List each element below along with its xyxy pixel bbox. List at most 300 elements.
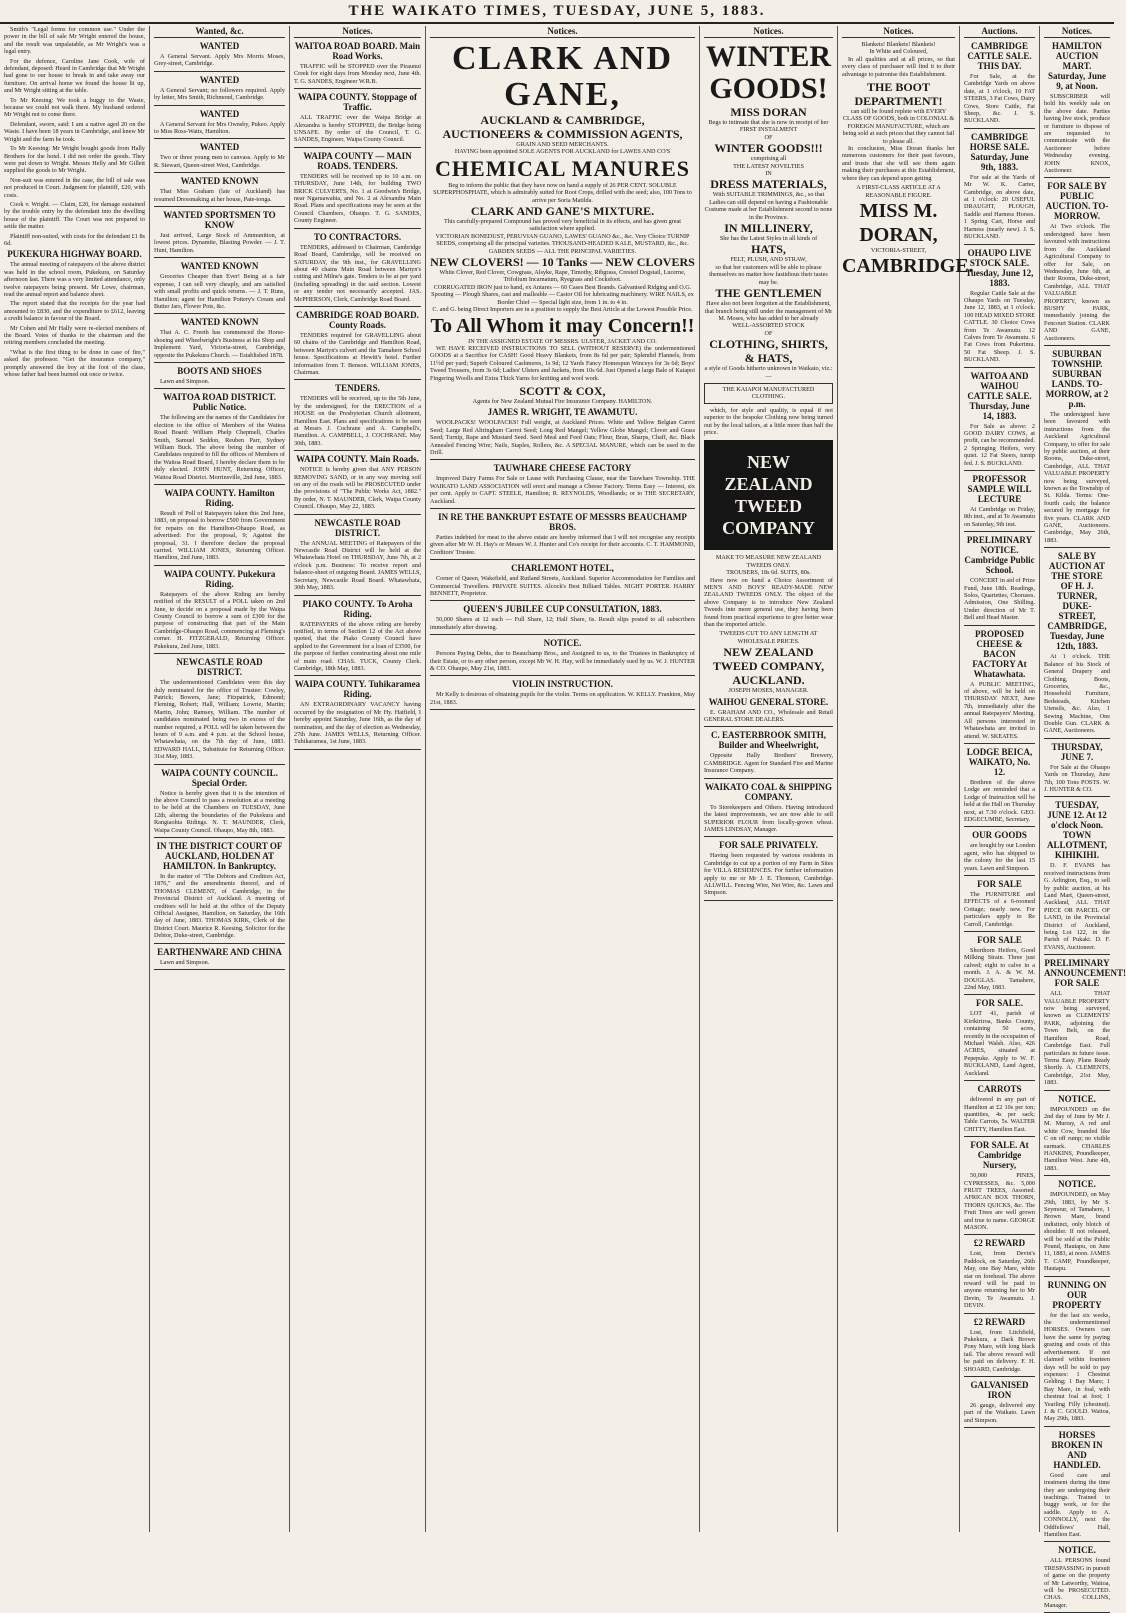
ad-title: TENDERS. bbox=[335, 383, 380, 394]
article-paragraph: In conclusion, Miss Doran thanks her numerous customers for their past favours, and trusts that she will see them again making their purchases at this Establishment, where they can depend upon getting bbox=[842, 145, 955, 182]
ad-title: CHARLEMONT HOTEL, bbox=[511, 563, 614, 574]
article-paragraph: Smith's "Legal forms for common use." Under the power in the bill of sale Mr Wright entered the house, and the result was unpalatable, as Mr Wright's was a legal entry. bbox=[4, 26, 145, 56]
advertisement bbox=[1044, 1545, 1110, 1613]
divider bbox=[294, 88, 421, 89]
ad-title: NOTICE. bbox=[1058, 1093, 1096, 1104]
ad-body: NOTICE is hereby given that ANY PERSON REMOVING SAND, or in any way moving soil on any of the roads will be PROSECUTED under the provisions of "The Public Works Act, 1882." By order, N. T. MAUNDER, Clerk, Waipa County Council. Ohaupo, May 22, 1883. bbox=[294, 466, 421, 511]
ad-title: WANTED bbox=[199, 142, 240, 153]
ad-title: FOR SALE PRIVATELY. bbox=[719, 840, 818, 851]
ad-body: for the last six weeks, the undermentioned HORSES. Owners can have the same by paying grazing and costs of this advertisement. If not claimed within fourteen days will be sold to pay expenses: 1 Chestnut Gelding; 1 Bay Mare; 1 Bay Mare, in foal, with chestnut foal at foot; 1 Yearling Filly (chestnut). J. & C. GOULD. Waitoa, May 29th, 1883. bbox=[1044, 1311, 1110, 1423]
divider bbox=[430, 600, 695, 601]
bold-heading: THE GENTLEMEN bbox=[715, 286, 822, 301]
ad-title: WANTED bbox=[199, 74, 240, 85]
ad-body: delivered in any part of Hamilton at £2 10s per ton; quantities, 4s per sack; Table Carrots, 5s. WALTER CHITTY, Hamilton East. bbox=[964, 1096, 1035, 1133]
ad-body: At Cambridge on Friday, 8th inst., and at Te Awamutu on Saturday, 9th inst. bbox=[964, 506, 1035, 528]
centered-text: Have also not been forgotten at the Establishment, that branch being still under the management of Mr M. Moses, who has added to her already bbox=[704, 300, 833, 322]
ad-body: WOOLPACKS! WOOLPACKS! Full weight, at Auckland Prices. White and Yellow Belgian Carrot Seed; Large Red Altringham Carrot Seed; Long Red Mangel; Yellow Globe Mangel; Clover and Grass Seed; Turnip, Rape and Mustard Seed. Seed Meal and Feed Oats; Flour, Bran, Sharps, Chaff, &c. Black Annealed Fencing Wire; Nails, Staples, Rollers, &c. A SPECIAL MANURE, which can be used in the Drill. bbox=[430, 419, 695, 456]
divider bbox=[154, 172, 285, 173]
ad-body: At Two o'clock. The undersigned have been favoured with instructions from the Auckland Agricultural Company to offer for Sale, on Wednesday, June 6th, at their Rooms, Duke-street, Cambridge, ALL THAT VALUABLE PROPERTY, known as BUSHY PARK, immediately joining the Fencourt Station. CLARK AND GANE, Auctioneers. bbox=[1044, 223, 1110, 342]
column-1 bbox=[0, 26, 150, 1532]
centered-text: Begs to intimate that she is now in receipt of her bbox=[708, 119, 829, 126]
ad-body: ALL THAT VALUABLE PROPERTY now being surveyed, known as CLEMENTS' PARK, adjoining the Town Belt, on the Hamilton Road, Cambridge East. Full particulars in future issue. Terms Easy. Plans Ready Shortly. A. CLEMENTS, Cambridge, 21st May, 1883. bbox=[1044, 990, 1110, 1087]
bold-heading: WINTER GOODS!!! bbox=[714, 141, 823, 156]
article-paragraph: Cook v. Wright. — Claim, £20, for damage sustained by the trouble entry by the defendant into the dwelling house of the plaintiff. The Court was not prepared to settle the matter. bbox=[4, 200, 145, 231]
advertisement bbox=[294, 92, 421, 148]
advertisement bbox=[964, 132, 1035, 245]
ad-title: WAIPA COUNTY. Pukekura Riding. bbox=[163, 568, 276, 589]
advertisement bbox=[154, 841, 285, 944]
advertisement bbox=[430, 638, 695, 676]
divider bbox=[154, 362, 285, 363]
ad-title: WAITOA ROAD BOARD. Main Road Works. bbox=[294, 41, 421, 61]
ad-body: Parties indebted for meat to the above estate are hereby informed that I will not recognise any receipts given after Mr W. H. Hay's or Messrs W. J. Hunter and Co's receipt for their accounts. C. T. HAMMOND, Creditors' Trustee. bbox=[430, 534, 695, 556]
divider bbox=[154, 565, 285, 566]
ad-body: Regular Cattle Sale at the Ohaupo Yards on Tuesday, June 12, 1883, at 1 o'clock. 100 HEAD MIXED STORE CATTLE. 30 Choice Cows from Te Awamutu. 12 Calves from Te Awamutu. 6 Fat Cows from Pukerimu. 50 Fat Sheep. J. S. BUCKLAND. bbox=[964, 289, 1035, 364]
divider bbox=[1044, 177, 1110, 178]
advertisement bbox=[704, 840, 833, 900]
centered-text: THE LATEST NOVELTIES bbox=[733, 162, 804, 170]
ad-body: Lawn and Simpson. bbox=[160, 958, 210, 966]
divider bbox=[430, 559, 695, 560]
column-header: Notices. bbox=[842, 26, 955, 38]
ad-body: Shorthorn Heifers, Good Milking Strain. Three just calved; eight to calve in a month. J. A. & W. M. DOUGLAS. Tamahere, 22nd May, 1883. bbox=[964, 947, 1035, 992]
ad-title: GALVANISED IRON bbox=[970, 1380, 1029, 1401]
display-heading: To All Whom it may Concern!! bbox=[430, 314, 695, 337]
ad-title: NOTICE. bbox=[1058, 1545, 1096, 1556]
advertisement bbox=[430, 463, 695, 509]
advertisement bbox=[1044, 1280, 1110, 1427]
ad-title: RUNNING ON OUR PROPERTY bbox=[1047, 1279, 1107, 1310]
divider bbox=[430, 634, 695, 635]
column-header: Wanted, &c. bbox=[154, 26, 285, 38]
ad-title: VIOLIN INSTRUCTION. bbox=[511, 679, 614, 690]
divider bbox=[964, 531, 1035, 532]
centered-text: GRAIN AND SEED MERCHANTS. bbox=[516, 141, 609, 148]
ad-body: Lost, from Devin's Paddock, on Saturday, 26th May, one Bay Mare, white star on forehead. The above reward will be paid to anyone returning her to Mr Devin, Te Awamutu. J. DEVIN. bbox=[964, 1250, 1035, 1310]
ad-body: A General Servant. Apply Mrs Morris Moses, Grey-street, Cambridge. bbox=[154, 53, 285, 68]
ad-body: That Miss Graham (late of Auckland) has resumed Dressmaking at her house, Pate-tonga. bbox=[154, 188, 285, 203]
advertisement bbox=[154, 392, 285, 485]
divider bbox=[964, 994, 1035, 995]
ad-title: WAITOA AND WAIHOU CATTLE SALE. Thursday, June 14, 1883. bbox=[967, 370, 1032, 421]
advertisement bbox=[154, 768, 285, 838]
ad-title: TO CONTRACTORS. bbox=[313, 231, 402, 242]
centered-text: FELT, PLUSH, AND STRAW, bbox=[730, 256, 807, 264]
divider bbox=[294, 147, 421, 148]
centered-text: can still be found replete with EVERY CLASS OF GOODS, both in COLONIAL & FOREIGN MANUFACTURE, which are being sold at such prices that they cannot fail to please all. bbox=[842, 108, 955, 145]
ad-title: IN THE DISTRICT COURT OF AUCKLAND, HOLDEN AT HAMILTON. In Bankruptcy. bbox=[156, 841, 283, 871]
advertisement bbox=[294, 679, 421, 749]
ad-body: At 1 o'clock. THE Balance of his Stock of General Drapery and Clothing, Boots, Groceries, &c., Household Furniture, Bedsteads, Kitchen Utensils, &c. Also, 1 Sewing Machine, One Double Gun. CLARK & GANE, Auctioneers. bbox=[1044, 653, 1110, 735]
advertisement bbox=[154, 366, 285, 389]
bold-heading: AUCKLAND & CAMBRIDGE, bbox=[480, 113, 645, 127]
divider bbox=[154, 206, 285, 207]
column-3 bbox=[290, 26, 426, 1532]
column-7 bbox=[960, 26, 1040, 1532]
ad-title: FOR SALE bbox=[977, 935, 1022, 945]
ad-title: JAMES R. WRIGHT, TE AWAMUTU. bbox=[487, 407, 638, 418]
column-2 bbox=[150, 26, 290, 1532]
centered-text: FIRST INSTALMENT bbox=[739, 126, 798, 134]
ad-body: In the matter of "The Debtors and Creditors Act, 1876," and the amendments thereof, and of THOMAS CLEMENT, of Cambridge, in the Provincial District of Auckland. A meeting of creditors will be held at the office of the Deputy Official Assignee, Hamilton, on Saturday, the 16th day of June, 1883. THOMAS KIRK, Clerk of the District Court. Maurice R. Keesing, Solicitor for the Debtor, Duke-street, Cambridge. bbox=[154, 873, 285, 940]
ad-body: ALL TRAFFIC over the Waipa Bridge at Alexandra is hereby STOPPED, the Bridge being UNSAFE. By order of the Council, T. G. SANDES, Engineer, Waipa County Council. bbox=[294, 114, 421, 144]
divider bbox=[294, 675, 421, 676]
bold-heading: DRESS MATERIALS, bbox=[710, 177, 827, 192]
ad-title: £2 REWARD bbox=[973, 1316, 1026, 1327]
advertisement bbox=[294, 232, 421, 307]
advertisement bbox=[154, 75, 285, 106]
advertisement bbox=[430, 679, 695, 710]
ad-title: NOTICE. bbox=[1058, 1179, 1096, 1190]
ad-body: Improved Dairy Farms For Sale or Lease with Purchasing Clause, near the Tauwhare Township. THE WAIKATO LAND ASSOCIATION will erect and manage a Cheese Factory. Terms Easy — Interest, six per cent. Apply to CAPT. STEELE, Hamilton; R. REYNOLDS, Woodlands; or to THE SECRETARY, Auckland. bbox=[430, 475, 695, 505]
advertisement bbox=[430, 604, 695, 635]
centered-text: GARDEN SEEDS — ALL THE PRINCIPAL VARIETIES. bbox=[488, 247, 637, 255]
centered-text: VICTORIA-STREET, bbox=[870, 246, 927, 254]
ad-title: NOTICE. bbox=[543, 638, 582, 649]
divider bbox=[430, 459, 695, 460]
ad-title: PROFESSOR SAMPLE WILL LECTURE bbox=[967, 474, 1032, 504]
centered-text: MAKE TO MEASURE NEW ZEALAND TWEEDS ONLY. bbox=[715, 554, 822, 569]
ad-body: CONCERT in aid of Prize Fund, June 18th. Readings, Solos, Quartettes, Choruses. Admission, One Shilling. Under direction of Mr T. Bell and Head Master. bbox=[964, 577, 1035, 622]
ad-body: The FURNITURE and EFFECTS of a 6-roomed Cottage; nearly new. For particulars apply to Re Carroll, Cambridge. bbox=[964, 890, 1035, 928]
article-paragraph: Plaintiff non-suited, with costs for the defendant £1 8s 6d. bbox=[4, 232, 145, 247]
divider bbox=[1044, 547, 1110, 548]
ad-title: NEWCASTLE ROAD DISTRICT. bbox=[314, 517, 401, 538]
advertisement bbox=[154, 657, 285, 764]
ad-body: 50,000 PINES, CYPRESSES, &c. 5,000 FRUIT TREES, Assorted. AFRICAN BOX THORN, THORN QUICKS, &c. The Fruit Trees are well grown and true to name. GEORGE MASON. bbox=[964, 1172, 1035, 1231]
boxed-notice: THE KAIAPOI MANUFACTURED CLOTHING. bbox=[704, 383, 833, 404]
ad-body: For Sale, at the Cambridge Yards on above date, at 1 o'clock, 10 FAT STEERS, 3 Fat Cows, Dairy Cows, Store Cattle, Fat Sheep, &c. J. S. BUCKLAND. bbox=[964, 73, 1035, 125]
divider bbox=[294, 379, 421, 380]
article-paragraph: Non-suit was entered in the case, the bill of sale was not produced in Court. Judgment for plaintiff, £20, with costs. bbox=[4, 176, 145, 199]
ad-title: SUBURBAN TOWNSHIP. SUBURBAN LANDS. TO-MORROW, at 2 p.m. bbox=[1045, 348, 1109, 409]
advertisement bbox=[154, 210, 285, 258]
ad-body: TENDERS will be received, up to the 5th June, by the undersigned, for the ERECTION of a HOUSE on the Presbyterian Church allotment, Hamilton East. Plans and specifications to be seen at Messrs J. Cochrane and A. Campbell's, Hamilton. A. CAMPBELL, J. COCHRANE. May 30th, 1883. bbox=[294, 395, 421, 447]
divider bbox=[964, 1427, 1035, 1428]
advertisement bbox=[964, 998, 1035, 1081]
ad-body: IMPOUNDED on the 2nd day of June by Mr J. M. Murray, A red and white Cow, branded like C on off rump; no visible earmark. CHARLES HANKINS, Poundkeeper, Hamilton West. June 4th, 1883. bbox=[1044, 1105, 1110, 1172]
divider bbox=[704, 836, 833, 837]
bold-heading: HATS, bbox=[751, 242, 786, 257]
centered-text: With SUITABLE TRIMMINGS, &c., so that Ladies can still depend on having a Fashionable Costume made at her Establishment second to none in the Province. bbox=[704, 191, 833, 221]
advertisement bbox=[1044, 800, 1110, 955]
ad-title: WAIHOU GENERAL STORE. bbox=[708, 696, 829, 707]
divider bbox=[704, 726, 833, 727]
divider bbox=[154, 943, 285, 944]
bold-heading: CLOTHING, SHIRTS, & HATS, bbox=[709, 337, 828, 366]
ad-body: For Sale at the Ohaupo Yards on Thursday, June 7th, 100 Tons POSTS. W. J. HUNTER & CO. bbox=[1044, 763, 1110, 793]
display-heading: CHEMICAL MANURES bbox=[435, 155, 690, 181]
article-paragraph: The report stated that the receipts for the year had amounted to £830, and the expenditure to £612, leaving a credit balance in favour of the Board. bbox=[4, 300, 145, 323]
ad-body: AN EXTRAORDINARY VACANCY having occurred by the resignation of Mr Hy. Hatfield, I hereby appoint Saturday, June 16th, as the day of nomination, and the day of election as Wednesday, 27th June. JAMES WELLS, Returning Officer. Tuhikaramea, 1st June, 1883. bbox=[294, 701, 421, 746]
divider bbox=[294, 595, 421, 596]
ad-body: TENDERS, addressed to Chairman, Cambridge Road Board, Cambridge, will be received on SATURDAY, the 9th inst., for GRAVELLING about 40 chains Main Road between Martyn's cutting and Milne's gate. Tenders to be at per yard (including spreading) in the said section. Lowest or any tender not necessarily accepted. JAS. McPHERSON, Clerk, Cambridge Road Board. bbox=[294, 243, 421, 303]
divider bbox=[154, 388, 285, 389]
ad-title: WAIKATO COAL & SHIPPING COMPANY. bbox=[705, 781, 832, 802]
ad-body: Notice is hereby given that it is the intention of the above Council to pass a resolution at a meeting to be held at the Chambers on TUESDAY, June 12th, altering the boundaries of the Pukekura and Rangiaohia Ridings. N. T. MAUNDER, Clerk, Waipa County Council. Ohaupo, May 8th, 1883. bbox=[154, 789, 285, 834]
article-paragraph: To Mr Keesing: We took a buggy to the Waste, because we could not walk there. My husband ordered Mr Wright not to come there. bbox=[4, 96, 145, 119]
centered-text: IN bbox=[765, 170, 772, 178]
divider bbox=[964, 743, 1035, 744]
centered-text: JOSEPH MOSES, MANAGER. bbox=[728, 687, 809, 695]
ad-title: PIAKO COUNTY. To Aroha Riding. bbox=[302, 598, 413, 619]
centered-text: TROUSERS, 18s 6d. SUITS, 80s. bbox=[726, 569, 811, 577]
ad-body: A PUBLIC MEETING, of above, will be held on THURSDAY NEXT, June 7th, immediately after the annual Ratepayers' Meeting. All persons interested in Whatawhata are invited to attend. W. SKEATES. bbox=[964, 680, 1035, 740]
ad-title: C. EASTERBROOK SMITH, Builder and Wheelwright, bbox=[710, 730, 827, 751]
divider bbox=[154, 313, 285, 314]
centered-text: C. and G. being Direct Importers are in a position to supply the Best Article at the Lowest Possible Price. bbox=[432, 306, 693, 314]
ad-title: IN RE THE BANKRUPT ESTATE OF MESSRS BEAUCHAMP BROS. bbox=[438, 512, 687, 532]
divider bbox=[294, 450, 421, 451]
ad-title: WANTED KNOWN bbox=[180, 317, 259, 328]
centered-text: CORRUGATED IRON just to hand, ex Antares — 60 Cases Best Brands. Galvanised Ridging and O.G. Spouting — Plough Shares, cast and malleable — Castor Oil for lubricating machinery. WIRE NAILS, ex Border Chief — Special light size, from 1 in. to 4 in. bbox=[431, 283, 694, 306]
ad-title: CAMBRIDGE CATTLE SALE. THIS DAY. bbox=[967, 41, 1032, 71]
advertisement bbox=[1044, 742, 1110, 798]
advertisement bbox=[1044, 1094, 1110, 1177]
divider bbox=[294, 514, 421, 515]
column-header: Auctions. bbox=[964, 26, 1035, 38]
column-8 bbox=[1040, 26, 1126, 1609]
ad-title: QUEEN'S JUBILEE CUP CONSULTATION, 1883. bbox=[463, 604, 662, 615]
ad-body: For sale at the Yards of Mr W. K. Carter, Cambridge, on above date, at 1 o'clock: 20 USEFUL DRAUGHT, PLOUGH, Saddle and Harness Horses. 1 Spring Cart, Horse and Harness (nearly new). J. S. BUCKLAND. bbox=[964, 173, 1035, 241]
bold-heading: MISS DORAN bbox=[730, 105, 807, 119]
ad-title: LODGE BEICA, WAIKATO, No. 12. bbox=[966, 746, 1033, 777]
ad-body: That A. C. Freeth has commenced the Horse-shoeing and Wheelwright's Business at his Shop and Implement Yard, Victoria-street, Cambridge, opposite the Pukekura Church. — Established 1878. bbox=[154, 329, 285, 359]
divider bbox=[964, 826, 1035, 827]
divider bbox=[964, 1313, 1035, 1314]
column-header: Notices. bbox=[294, 26, 421, 38]
advertisement bbox=[430, 407, 695, 460]
ad-title: NEWCASTLE ROAD DISTRICT. bbox=[176, 657, 263, 678]
ad-title: TUESDAY, JUNE 12. At 12 o'clock Noon. TOWN ALLOTMENT, KIHIKIHI. bbox=[1046, 800, 1108, 861]
centered-text: a style of Goods hitherto unknown in Waikato, viz.:— bbox=[704, 365, 833, 380]
divider bbox=[294, 306, 421, 307]
column-header: Notices. bbox=[1044, 26, 1110, 38]
centered-text: TWEEDS CUT TO ANY LENGTH AT WHOLESALE PRICES. bbox=[719, 630, 818, 645]
centered-text: IN THE ASSIGNED ESTATE OF MESSRS. ULSTER, JACKET AND CO. bbox=[468, 337, 657, 345]
ad-body: TENDERS required for GRAVELLING about 60 chains of the Cambridge and Hamilton Road, between Martyn's culvert and the Tamahere School house. Specifications at Hewitt's hotel. Further information from T. Benson. WILLIAM JONES, Chairman. bbox=[294, 331, 421, 376]
ad-body: Two or three young men to canvass. Apply to Mr R. Stewart, Queen-street West, Cambridge. bbox=[154, 154, 285, 169]
centered-text: Agents for New Zealand Mutual Fire Insurance Company. HAMILTON. bbox=[472, 397, 653, 405]
column-header: Notices. bbox=[430, 26, 695, 38]
ad-body: The following are the names of the Candidates for election to the office of Members of the Waitoa Road Board: William Phelp Chepmell, Charles Smith, Samuel Seddon, Reuben Parr, Sydney William Buck. The above being the number of Candidates required to fill the offices of Members of the Waitoa Road Board, I hereby declare them to be duly elected. JOHN HUNT, Returning Officer, Waitoa Road District. Morrinsville, 2nd June, 1883. bbox=[154, 414, 285, 481]
ad-title: WANTED bbox=[199, 108, 240, 119]
article-paragraph: Mr Cohen and Mr Hally were re-elected members of the Board. Votes of thanks to the chairman and the retiring members concluded the meeting. bbox=[4, 324, 145, 347]
ad-title: TAUWHARE CHEESE FACTORY bbox=[493, 463, 632, 474]
advertisement bbox=[294, 383, 421, 451]
divider bbox=[1044, 1426, 1110, 1427]
advertisement bbox=[154, 947, 285, 970]
ad-body: Opposite Hally Brothers' Brewery, CAMBRIDGE. Agent for Standard Fire and Marine Insurance Company. bbox=[704, 752, 833, 775]
ad-body: Mr Kelly is desirous of obtaining pupils for the violin. Terms on application. W. KELLY. Frankton, May 21st, 1883. bbox=[430, 691, 695, 706]
advertisement bbox=[704, 782, 833, 838]
article-paragraph: WE HAVE RECEIVED INSTRUCTIONS TO SELL (WITHOUT RESERVE) the undermentioned GOODS at a Sacrifice for CASH! Good Heavy Blankets, from 8s 6d per pair; Splendid Flannels, from 11½d per yard; Superb Coloured Cashmeres, 1s 9d; 12 Yards Fancy Homespun Winceys for 3s 6d; Boys' Tweed Trousers, from 3s 6d; Ladies' Ulsters and Jackets, from 10s 6d. Just Opened a large Bale of Kaiapoi Fingering Woolls and Extra Thick Yarns for knitting and wool work. bbox=[430, 344, 695, 382]
ad-body: D. F. EVANS has received instructions from G. Arlington, Esq., to sell by public auction, at his Land Mart, Queen-street, Auckland, ALL THAT PIECE OR PARCEL OF LAND, in the Provincial District of Auckland, being Lot 122, in the Parish of Pukaki. D. F. EVANS, Auctioneer. bbox=[1044, 862, 1110, 951]
article-paragraph: To Mr Keesing: Mr Wright bought goods from Hally Brothers for the hotel. I did not order the goods. They were put down to Wright. Messrs Helly and Mr Gillett supplied the goods to Mr Wright. bbox=[4, 145, 145, 175]
centered-text: Blankets! Blankets! Blankets! bbox=[861, 41, 936, 48]
bold-heading: NEW ZEALAND TWEED COMPANY, AUCKLAND. bbox=[712, 645, 825, 688]
bold-heading: CLARK AND GANE'S MIXTURE. bbox=[470, 204, 655, 219]
divider bbox=[1044, 1541, 1110, 1542]
ad-title: £2 REWARD bbox=[973, 1238, 1026, 1249]
divider bbox=[964, 470, 1035, 471]
advertisement bbox=[154, 569, 285, 654]
ad-body: SUBSCRIBER will hold his weekly sale on the above date. Parties having live stock, produce or furniture to dispose of are requested to communicate with the Auctioneer before Wednesday evening. JOHN KNOX, Auctioneer. bbox=[1044, 93, 1110, 175]
centered-text: OF bbox=[764, 133, 773, 141]
divider bbox=[964, 875, 1035, 876]
advertisement bbox=[154, 109, 285, 140]
ad-title: WAITOA ROAD DISTRICT. Public Notice. bbox=[163, 392, 276, 413]
ad-title: PRELIMINARY NOTICE. Cambridge Public School. bbox=[964, 535, 1035, 576]
centered-text: A FIRST-CLASS ARTICLE AT A REASONABLE FIGURE. bbox=[856, 184, 941, 199]
divider bbox=[964, 931, 1035, 932]
advertisement bbox=[294, 599, 421, 677]
ad-body: The undersigned have been favoured with instructions from the Auckland Agricultural Company, to offer for sale by public auction, at their Rooms, Duke-street, Cambridge, ALL THAT VALUABLE PROPERTY now being surveyed, known as the Township of St. Kilda. Terms: One-fourth cash; the balance secured by mortgage for five years. CLARK AND GANE, Auctioneers. Cambridge, May 26th, 1883. bbox=[1044, 410, 1110, 544]
advertisement bbox=[964, 371, 1035, 471]
ad-body: RATEPAYERS of the above riding are hereby notified, in terms of Section 12 of the Act above quoted, that the Piako County Council have applied to the Government for a loan of £3500, for the purpose of further constructing about one mile of main road. CHAS. TUCK, County Clerk. Cambridge, 18th May, 1883. bbox=[294, 620, 421, 672]
ad-body: Just arrived, Large Stock of Ammunition, at lowest prices. Dynamite, Blasting Powder. — J. T. Hunt, Hamilton. bbox=[154, 232, 285, 254]
divider bbox=[704, 778, 833, 779]
advertisement bbox=[1044, 349, 1110, 548]
advertisement bbox=[964, 474, 1035, 532]
divider bbox=[154, 969, 285, 970]
ad-title: CAMBRIDGE ROAD BOARD. County Roads. bbox=[296, 309, 419, 330]
ad-body: For Sale as above: 2 GOOD DAIRY COWS, at profit, can be recommended. 2 Springing Heifers, very quiet. 12 Fat Steers, turnip fed. J. S. BUCKLAND. bbox=[964, 422, 1035, 467]
divider bbox=[1044, 954, 1110, 955]
divider bbox=[704, 900, 833, 901]
article-paragraph: Have now on hand a Choice Assortment of MEN'S AND BOYS' READY-MADE NEW ZEALAND TWEEDS ONLY. The object of the above Company is to introduce New Zealand Tweeds into more general use, they having been found from practical experience to give better wear than the imported article. bbox=[704, 576, 833, 629]
divider bbox=[154, 105, 285, 106]
ad-title: PROPOSED CHEESE & BACON FACTORY At Whatawhata. bbox=[972, 628, 1027, 679]
advertisement bbox=[1044, 41, 1110, 178]
ad-body: E. GRAHAM AND CO., Wholesale and Retail GENERAL STORE DEALERS. bbox=[704, 708, 833, 724]
ad-title: WANTED KNOWN bbox=[180, 261, 259, 272]
ad-body: Lost, from Litchfield, Pukekura, a Dark Brown Pony Mare, with long black tail. The above reward will be paid on delivery. F. H. SHOARD, Cambridge. bbox=[964, 1328, 1035, 1373]
article-paragraph: For the defence, Caroline Jane Cook, wife of defendant, deposed: Heard in Cambridge that Mr Wright had gone to our house to break in and take away our furniture. On arrival home we found the house lit up, and Mr Wright sitting at the table. bbox=[4, 57, 145, 95]
ad-body: A General Servant for Mrs Ownsby, Pukeo. Apply to Miss Ross-Watts, Hamilton. bbox=[154, 120, 285, 136]
divider bbox=[1044, 1090, 1110, 1091]
advertisement bbox=[964, 1380, 1035, 1428]
ad-title: WAIPA COUNTY. Hamilton Riding. bbox=[164, 488, 275, 508]
divider bbox=[1044, 1175, 1110, 1176]
column-5 bbox=[700, 26, 838, 1532]
advertisement bbox=[294, 151, 421, 229]
divider bbox=[154, 138, 285, 139]
advertisement bbox=[294, 518, 421, 596]
centered-text: WELL-ASSORTED STOCK bbox=[732, 322, 805, 330]
advertisement bbox=[1044, 958, 1126, 1090]
ad-title: BOOTS AND SHOES bbox=[177, 365, 262, 376]
ad-title: HORSES BROKEN IN AND HANDLED. bbox=[1051, 1429, 1103, 1470]
ad-title: OHAUPO LIVE STOCK SALE. Tuesday, June 12, 1883. bbox=[965, 247, 1034, 288]
advertisement bbox=[964, 1238, 1035, 1313]
advertisement bbox=[964, 747, 1035, 827]
advertisement bbox=[964, 248, 1035, 368]
ad-title: FOR SALE. At Cambridge Nursery, bbox=[970, 1140, 1029, 1171]
advertisement bbox=[294, 310, 421, 380]
ad-body: are bought by our London agent, who has shipped to the colony for the last 15 years. Lawn and Simpson. bbox=[964, 842, 1035, 872]
advertisement bbox=[1044, 1179, 1110, 1276]
ad-body: A General Servant; no followers required. Apply by letter, Mrs Smith, Richmond, Cambridge. bbox=[154, 86, 285, 102]
bold-heading: THE BOOT DEPARTMENT! bbox=[854, 80, 943, 109]
centered-text: This carefully-prepared Compound has proved very beneficial in its effects, and has given great satisfaction where applied. bbox=[444, 218, 681, 233]
divider bbox=[1044, 738, 1110, 739]
bold-heading: IN MILLINERY, bbox=[724, 221, 813, 236]
centered-text: HAVING been appointed SOLE AGENTS FOR AUCKLAND for LAWES AND CO'S bbox=[454, 148, 671, 156]
advertisement bbox=[154, 261, 285, 314]
advertisement bbox=[964, 1317, 1035, 1377]
ad-title: EARTHENWARE AND CHINA bbox=[157, 946, 282, 957]
ad-body: 26 gauge, delivered any part of the Waikato. Lawn and Simpson. bbox=[964, 1402, 1035, 1424]
divider bbox=[964, 1136, 1035, 1137]
centered-text: OF bbox=[764, 329, 773, 337]
ad-title: WANTED SPORTSMEN TO KNOW bbox=[163, 210, 276, 231]
ad-body: TRAFFIC will be STOPPED over the Piraunui Creek for eight days from Monday next, June 4th. T. G. SANDES, Engineer W.R.B. bbox=[294, 63, 421, 85]
advertisement bbox=[704, 697, 833, 728]
divider bbox=[154, 257, 285, 258]
ad-title: WAIPA COUNTY COUNCIL. Special Order. bbox=[161, 767, 278, 788]
ad-body: Brethren of the above Lodge are reminded that a Lodge of Instruction will be held at the Hall on Thursday next, at 7.30 o'clock. GEO. EDGECUMBE, Secretary. bbox=[964, 778, 1035, 823]
column-4 bbox=[426, 26, 700, 1532]
divider bbox=[964, 128, 1035, 129]
advertisement bbox=[964, 1140, 1035, 1235]
centered-text: VICTORIAN BONEDUST, PERUVIAN GUANO, LAWES' GUANO &c., &c. Very Choice TURNIP SEEDS, comprising all the principal varieties. THOUSAND-HEADED KALE, MUSTARD, &c., &c. bbox=[435, 232, 690, 248]
article-paragraph: The annual meeting of ratepayers of the above district was held in the school room, Pukekura, on Saturday afternoon last. There was a very limited attendance, only twelve ratepayers being present. Mr Lowe, chairman, read the annual report and balance sheet. bbox=[4, 261, 145, 298]
masthead-title: THE WAIKATO TIMES, TUESDAY, JUNE 5, 1883. bbox=[348, 3, 766, 19]
ad-title: FOR SALE bbox=[977, 878, 1022, 889]
masthead bbox=[0, 0, 1114, 24]
ad-body: IMPOUNDED, on May 29th, 1883, by Mr S. Seymour, of Tamahere, 1 Brown Mare, brand indistinct, only blotch of shoulder. If not released, will be sold at the Public Pound, Hautapu, on June 11, 1883, at noon. JAMES T. CAMP, Poundkeeper, Hautapu. bbox=[1044, 1191, 1110, 1273]
bold-heading: SCOTT & COX, bbox=[519, 383, 606, 398]
ad-title: THURSDAY, JUNE 7. bbox=[1051, 741, 1103, 762]
advertisement bbox=[964, 830, 1035, 876]
centered-text: so that her customers will be able to please themselves no matter how fastidious their tastes may be. bbox=[709, 263, 828, 286]
advertisement bbox=[964, 1084, 1035, 1137]
advertisement bbox=[1044, 1430, 1110, 1543]
centered-text: White Clover, Red Clover, Cowgrass, Alsyke, Rape, Timothy, Ribgrass, Crested Dogstail, Lucerne, Trifolium Incarnatum, Ryegrass and Cocksfoot. bbox=[439, 269, 686, 284]
advertisement bbox=[430, 563, 695, 601]
advertisement bbox=[294, 454, 421, 514]
article-paragraph: which, for style and quality, is equal if not superior to the bespoke Clothing now being turned out by the local tailors, at a little more than half the price. bbox=[704, 406, 833, 436]
display-heading: MISS M. DORAN, bbox=[859, 199, 938, 246]
centered-text: Beg to inform the public that they have now on hand a supply of 26 PER CENT. SOLUBLE SUPERPHOSPHATE, which is admirably suited for Root Crops, drilled with the seed; also, 100 Tons to arrive per Soria Matilda. bbox=[433, 181, 692, 204]
divider bbox=[154, 484, 285, 485]
display-heading: CLARK AND GANE, bbox=[451, 40, 674, 113]
divider bbox=[1044, 345, 1110, 346]
ad-title: WAIPA COUNTY. Main Roads. bbox=[296, 454, 419, 465]
centered-text: In White and Coloured, bbox=[869, 48, 928, 56]
ad-body: LOT 41, parish of Kirikiriroa, Banks County, containing 50 acres, recently in the occupation of Michael Walsh. Also, 426 ACRES, situated at Pepepuke. Apply to W. F. BUCKLAND, Land Agent, Auckland. bbox=[964, 1010, 1035, 1077]
ad-body: 50,000 Shares at 12 each — Full Share, 12; Half Share, 6s. Result slips posted to all subscribers immediately after drawing. bbox=[430, 616, 695, 631]
ad-body: Result of Poll of Ratepayers taken this 2nd June, 1883, on proposal to borrow £500 from Government for repairs on the Hamilton-Ohaupo Road, as advertised: For the proposal, 9; Against the proposal, 31. I therefore declare the proposal carried. WILLIAM JONES, Returning Officer. Hamilton, 2nd June, 1883. bbox=[154, 510, 285, 562]
centered-text: comprising all bbox=[750, 155, 787, 163]
divider bbox=[964, 367, 1035, 368]
advertisement bbox=[430, 512, 695, 560]
ad-title: WAIPA COUNTY. Stoppage of Traffic. bbox=[297, 92, 418, 113]
divider bbox=[430, 675, 695, 676]
ad-title: PRELIMINARY ANNOUNCEMENT! FOR SALE bbox=[1044, 958, 1126, 989]
divider bbox=[964, 244, 1035, 245]
article-paragraph: In all qualities and at all prices, so that every class of purchaser will find it to their advantage to patronise this Establishment. bbox=[842, 55, 955, 78]
ad-title: HAMILTON AUCTION MART. Saturday, June 9, at Noon. bbox=[1047, 41, 1107, 91]
advertisement bbox=[964, 629, 1035, 744]
column-header: Notices. bbox=[704, 26, 833, 38]
ad-title: FOR SALE BY PUBLIC AUCTION. TO-MORROW. bbox=[1045, 181, 1109, 222]
advertisement bbox=[964, 535, 1035, 625]
advertisement bbox=[154, 142, 285, 173]
ad-title: SALE BY AUCTION AT THE STORE OF H. J. TURNER, DUKE-STREET, CAMBRIDGE, Tuesday, June 12th, 1883. bbox=[1047, 551, 1107, 652]
ad-body: ALL PERSONS found TRESPASSING in pursuit of game on the property of Mr Latworthy, Waitoa, will be PROSECUTED. CHAS. COLLINS, Manager. bbox=[1044, 1557, 1110, 1609]
